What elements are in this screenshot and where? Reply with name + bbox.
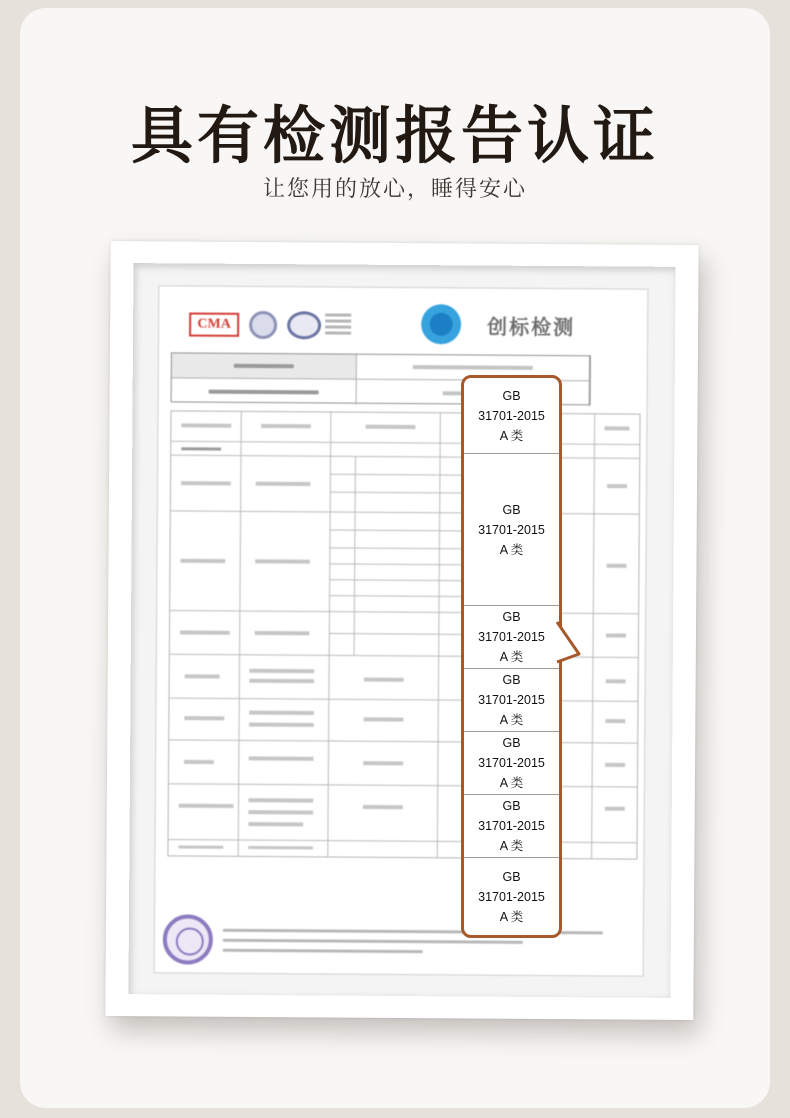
callout-pointer-icon — [555, 618, 585, 666]
cma-logo: CMA — [189, 313, 239, 337]
standard-callout — [461, 375, 562, 938]
cnas-logo-icon — [287, 311, 321, 339]
callout-cell: GB 31701-2015 A 类 — [464, 454, 559, 606]
brand-name: 创标检测 — [487, 314, 576, 340]
callout-cell: GB 31701-2015 A 类 — [464, 378, 559, 454]
accreditation-text-block — [325, 313, 351, 335]
ilac-logo-icon — [249, 311, 277, 339]
page-subtitle: 让您用的放心，睡得安心 — [262, 177, 527, 202]
callout-cell: GB 31701-2015 A 类 — [464, 732, 559, 795]
callout-cell: GB 31701-2015 A 类 — [478, 869, 545, 924]
brand-logo-icon — [421, 304, 461, 344]
callout-cell: GB 31701-2015 A 类 — [464, 669, 559, 732]
frame-mat — [128, 263, 675, 998]
picture-frame — [105, 241, 698, 1020]
callout-cell: GB 31701-2015 A 类 — [464, 795, 559, 858]
page-title: 具有检测报告认证 — [130, 99, 659, 172]
callout-cell: GB 31701-2015 A 类 — [464, 606, 559, 669]
certification-seal-icon — [163, 914, 213, 964]
report-footer-text — [223, 929, 623, 962]
